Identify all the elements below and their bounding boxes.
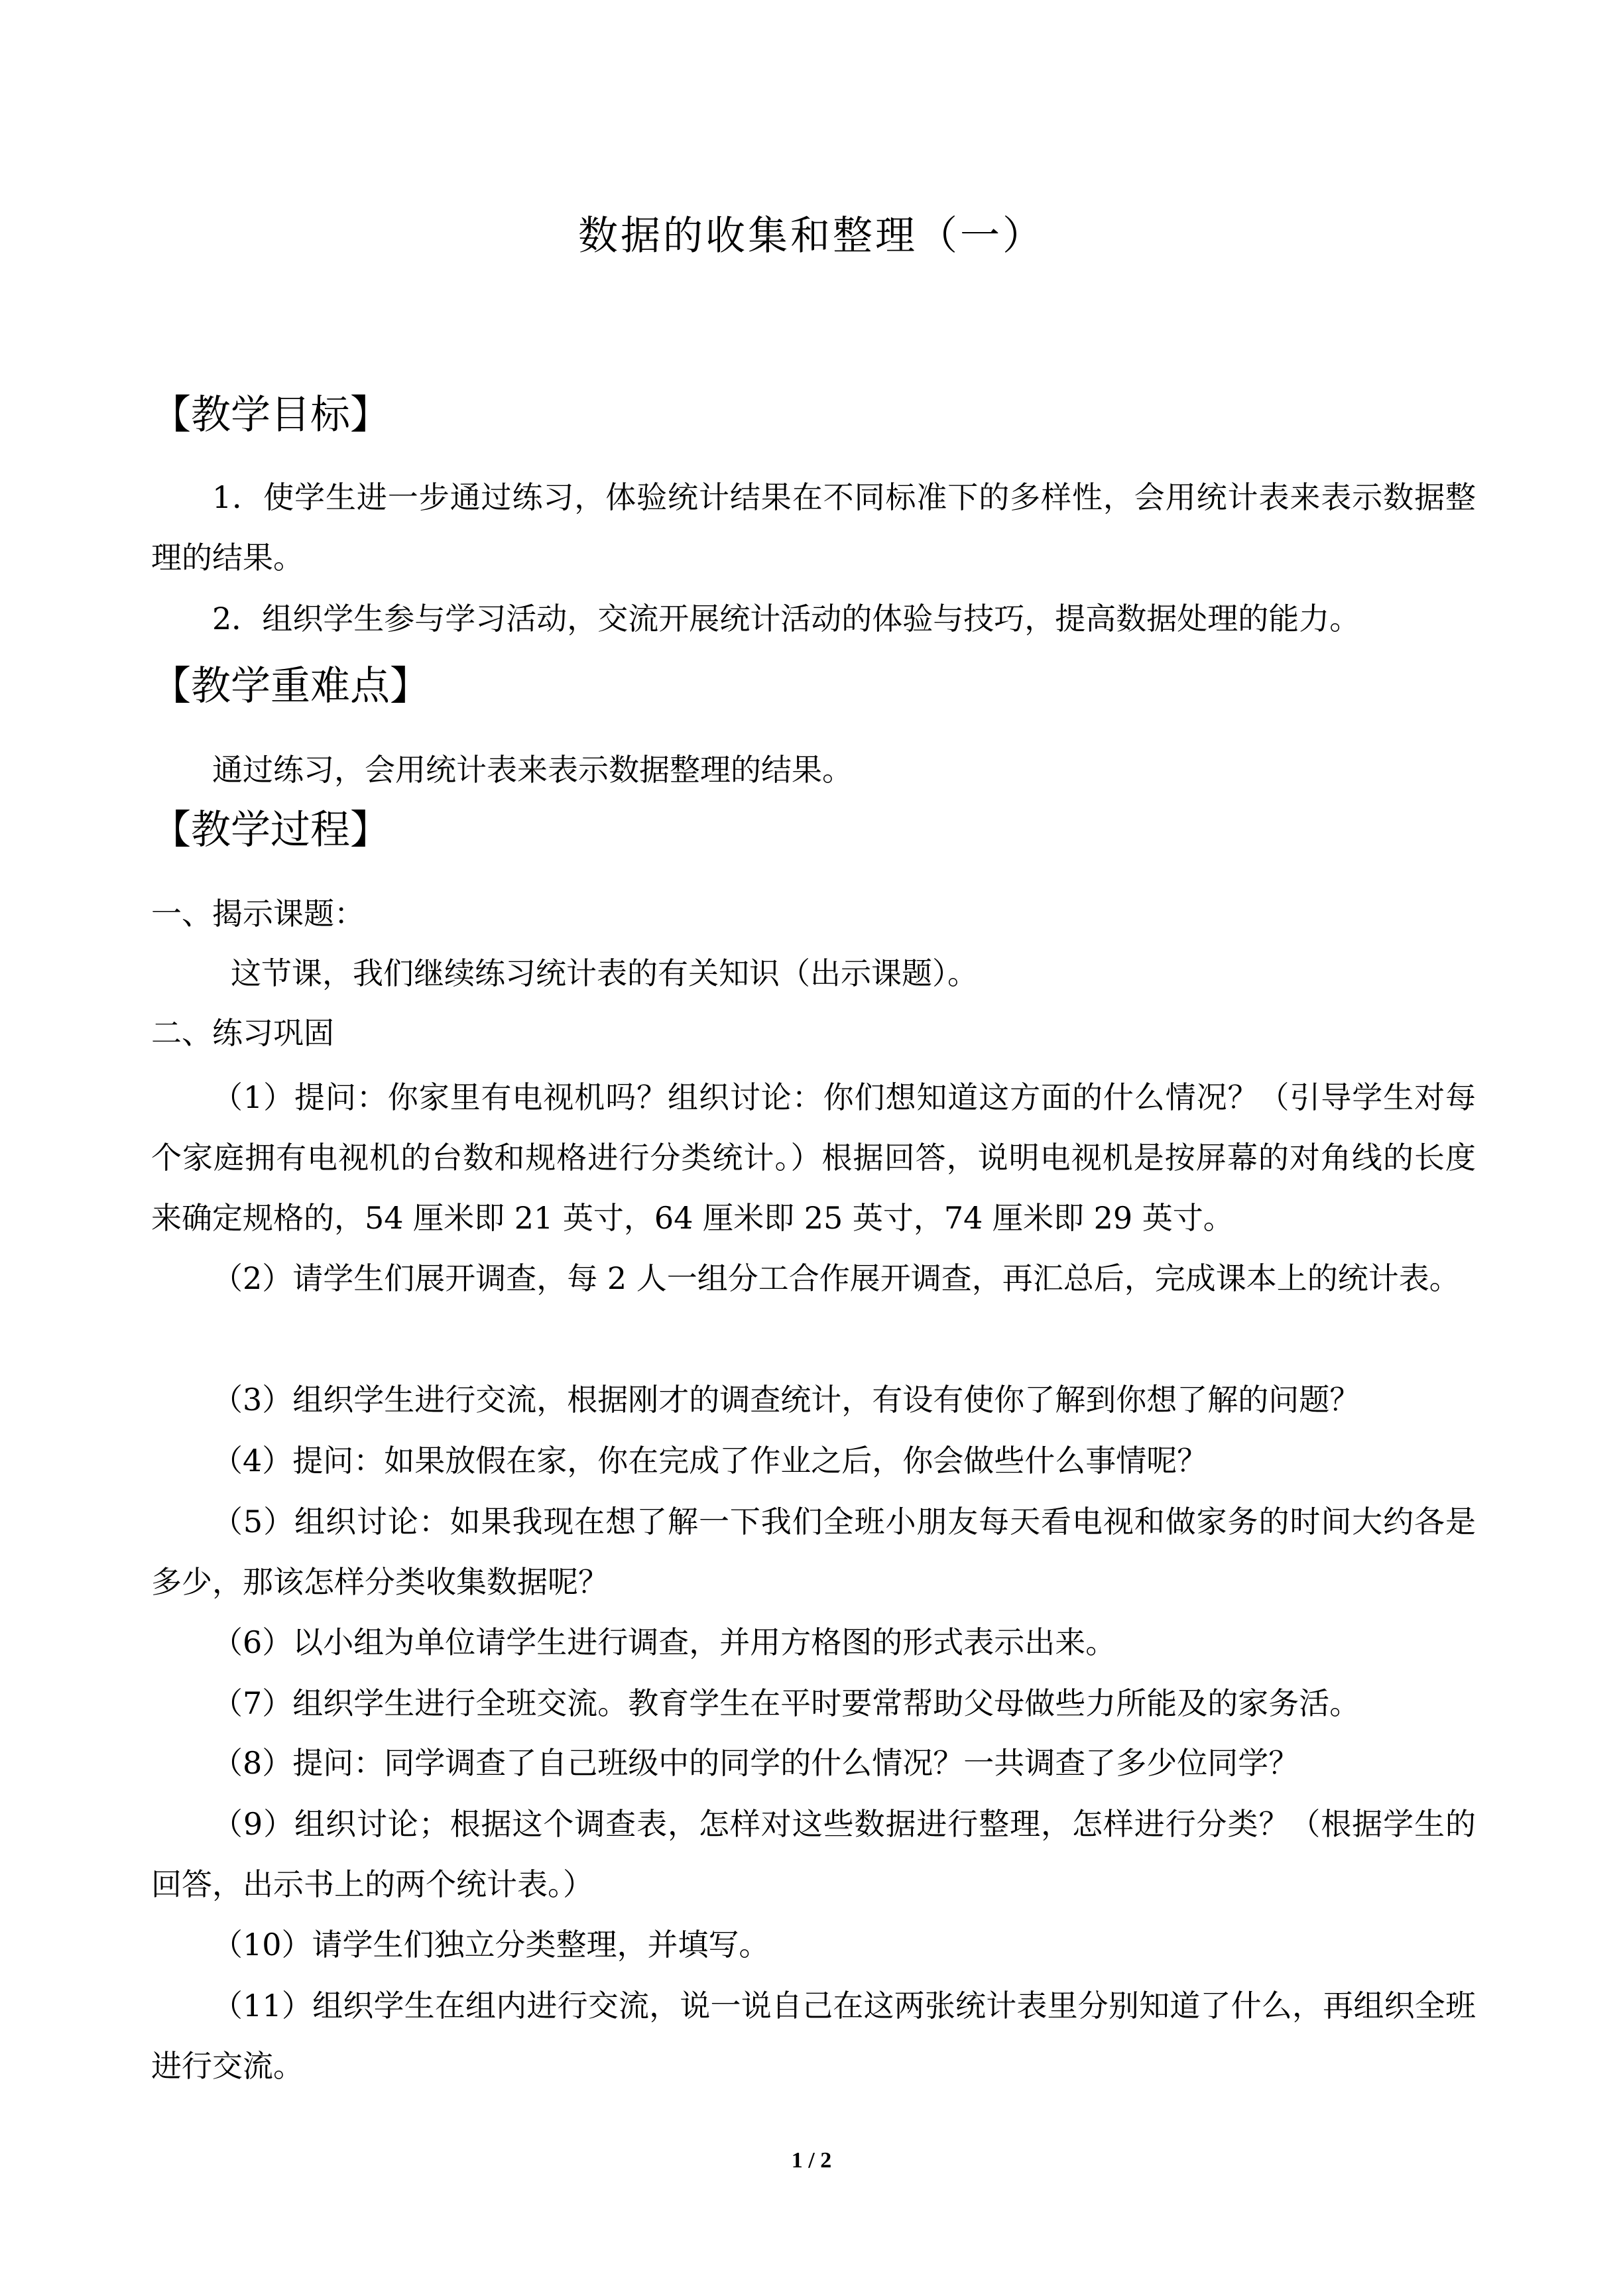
- process-step-5: （5）组织讨论：如果我现在想了解一下我们全班小朋友每天看电视和做家务的时间大约各是多少，那该怎样分类收集数据呢？: [151, 1504, 1476, 1600]
- process-part2-label: 二、练习巩固: [151, 1015, 334, 1051]
- section-heading-process: 【教学过程】: [151, 807, 390, 853]
- page-title: 数据的收集和整理（一）: [578, 213, 1045, 259]
- process-step-8: （8）提问：同学调查了自己班级中的同学的什么情况？一共调查了多少位同学？: [212, 1745, 1299, 1781]
- process-step-9: （9）组织讨论；根据这个调查表，怎样对这些数据进行整理，怎样进行分类？（根据学生的回答，出示书上的两个统计表。）: [151, 1806, 1476, 1902]
- process-step-6: （6）以小组为单位请学生进行调查，并用方格图的形式表示出来。: [212, 1624, 1116, 1660]
- process-step-11: （11）组织学生在组内进行交流，说一说自己在这两张统计表里分别知道了什么，再组织全班进行交流。: [151, 1988, 1476, 2084]
- process-step-2: （2）请学生们展开调查，每 2 人一组分工合作展开调查，再汇总后，完成课本上的统计表。: [212, 1260, 1460, 1296]
- process-part1-text: 这节课，我们继续练习统计表的有关知识（出示课题）。: [231, 955, 978, 991]
- process-step-4: （4）提问：如果放假在家，你在完成了作业之后，你会做些什么事情呢？: [212, 1443, 1208, 1479]
- key-points-text: 通过练习，会用统计表来表示数据整理的结果。: [212, 752, 853, 788]
- goal-item-2: 2．组织学生参与学习活动，交流开展统计活动的体验与技巧，提高数据处理的能力。: [212, 601, 1360, 636]
- process-part1-label: 一、揭示课题：: [151, 896, 365, 932]
- process-step-10: （10）请学生们独立分类整理，并填写。: [212, 1927, 770, 1963]
- section-heading-goals: 【教学目标】: [151, 392, 390, 438]
- section-heading-key-points: 【教学重难点】: [151, 663, 430, 709]
- process-step-1: （1）提问：你家里有电视机吗？组织讨论：你们想知道这方面的什么情况？（引导学生对每个家庭拥有电视机的台数和规格进行分类统计。）根据回答，说明电视机是按屏幕的对角线的长度来确定规格的，54 厘米即 21 英寸，64 厘米即 25 英寸，74 厘米即 29 英寸。: [151, 1079, 1476, 1236]
- process-step-7: （7）组织学生进行全班交流。教育学生在平时要常帮助父母做些力所能及的家务活。: [212, 1685, 1360, 1721]
- goal-item-1: 1．使学生进一步通过练习，体验统计结果在不同标准下的多样性，会用统计表来表示数据整理的结果。: [151, 479, 1476, 575]
- page-number: 1 / 2: [791, 2148, 832, 2173]
- process-step-3: （3）组织学生进行交流，根据刚才的调查统计，有设有使你了解到你想了解的问题？: [212, 1382, 1360, 1418]
